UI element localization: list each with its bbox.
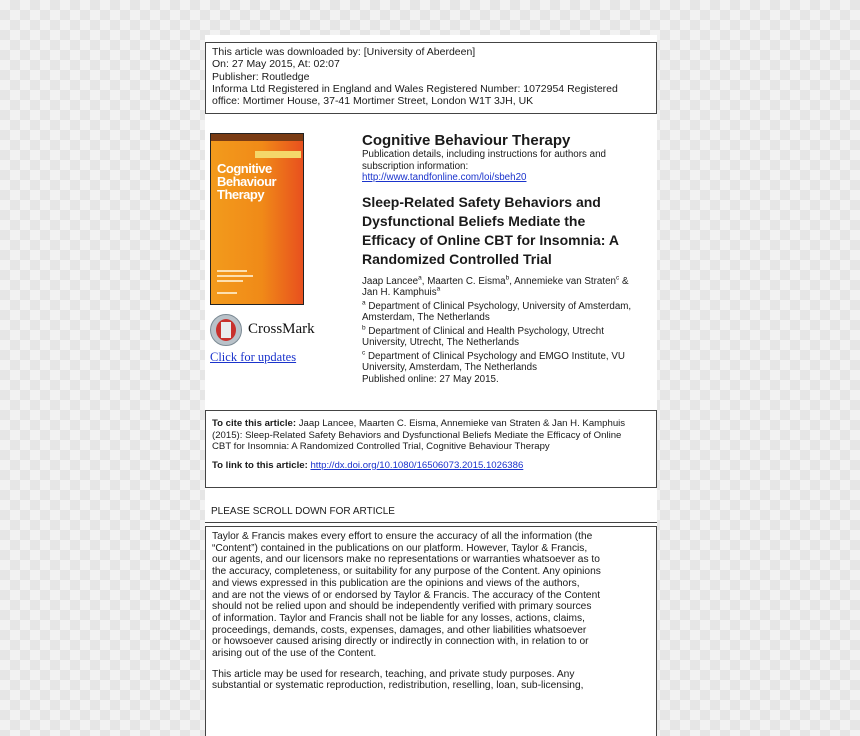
authors: Jaap Lancee$^a$, Maarten C. Eisma$^b$, Annemieke van Straten$^c$ & Jan H. Kamphuis$^a$ [362, 274, 629, 298]
click-for-updates-link[interactable]: Click for updates [210, 350, 297, 364]
crossmark-icon [210, 314, 242, 346]
journal-url-link[interactable]: http://www.tandfonline.com/loi/sbeh20 [362, 172, 527, 183]
published-date: Published online: 27 May 2015. [362, 373, 499, 385]
author-name: Annemieke van Straten [514, 275, 616, 287]
crossmark-logo[interactable] [210, 314, 320, 346]
cover-fine-print [217, 292, 237, 294]
publication-details: Publication details, including instructions for authors and subscription information: http://www.tandfonline.com/loi/sbeh20 [362, 149, 606, 183]
cite-label: To cite this article: [212, 418, 297, 429]
disclaimer-box [205, 526, 657, 736]
link-label: To link to this article: [212, 459, 308, 471]
doi-link[interactable]: http://dx.doi.org/10.1080/16506073.2015.1026386 [310, 459, 524, 471]
journal-name: Cognitive Behaviour Therapy [362, 132, 571, 149]
cover-top-strip [211, 134, 303, 141]
cover-title: Cognitive Behaviour Therapy [217, 161, 277, 202]
affiliation-b: $^b$ Department of Clinical and Health Psychology, Utrecht University, Utrecht, The Netherlands [362, 324, 604, 348]
cover-banner [255, 151, 301, 158]
affiliation-c: $^c$ Department of Clinical Psychology and EMGO Institute, VU University, Amsterdam, The Netherlands Published online: 27 May 2015. [362, 351, 654, 386]
citation-box: To cite this article: Jaap Lancee, Maarten C. Eisma, Annemieke van Straten & Jan H. Kamphuis (2015): Sleep-Related Safety Behaviors and Dysfunctional Beliefs Mediate the Efficacy of Online CBT for Insomnia: A Randomized Controlled Trial, Cognitive Behaviour Therapy To link to this article: http://dx.doi.org/10.1080/16506073.2015.1026386 [205, 410, 657, 488]
cover-fine-print [217, 280, 243, 282]
disclaimer-paragraph-1: Taylor & Francis makes every effort to ensure the accuracy of all the information (the “Content”) contained in the publications on our platform. However, Taylor & Francis, our agents, and our licensors make no representations or warranties whatsoever as to the accuracy, completeness, or suitability for any purpose of the Content. Any opinions and views expressed in this publication are the opinions and views of the authors, and are not the views of or endorsed by Taylor & Francis. The accuracy of the Content should not be relied upon and should be independently verified with primary sources of information. Taylor and Francis shall not be liable for any losses, actions, claims, proceedings, demands, costs, expenses, damages, and other liabilities whatsoever or howsoever caused arising directly or indirectly in connection with, in relation to or arising out of the use of the Content. [212, 531, 601, 660]
author-name: Jaap Lancee [362, 275, 419, 287]
disclaimer-paragraph-2: This article may be used for research, teaching, and private study purposes. Any substantial or systematic reproduction, redistribution, reselling, loan, sub-licensing, [212, 668, 584, 692]
crossmark-label: CrossMark [248, 321, 315, 337]
author-name: Maarten C. Eisma [427, 275, 506, 287]
journal-cover-image [210, 133, 304, 305]
document-page [205, 35, 657, 736]
article-metadata [362, 132, 654, 385]
cover-fine-print [217, 270, 247, 272]
citation-text: Jaap Lancee, Maarten C. Eisma, Annemieke van Straten & Jan H. Kamphuis [296, 418, 626, 429]
divider [205, 522, 657, 523]
download-line: This article was downloaded by: [University of Aberdeen] [212, 46, 476, 58]
article-title: Sleep-Related Safety Behaviors and Dysfunctional Beliefs Mediate the Efficacy of Online CBT for Insomnia: A Randomized Controlled Trial [362, 193, 619, 267]
cover-fine-print [217, 275, 253, 277]
registration: Informa Ltd Registered in England and Wales Registered Number: 1072954 Registered [212, 82, 618, 95]
download-date: On: 27 May 2015, At: 02:07 [212, 58, 340, 71]
author-name: Jan H. Kamphuis [362, 287, 437, 298]
affiliation-a: $^a$ Department of Clinical Psychology, University of Amsterdam, Amsterdam, The Netherlands [362, 299, 632, 323]
scroll-notice: PLEASE SCROLL DOWN FOR ARTICLE [211, 506, 395, 517]
download-info-box [205, 42, 657, 114]
office-address: office: Mortimer House, 37-41 Mortimer Street, London W1T 3JH, UK [212, 95, 534, 108]
publisher: Publisher: Routledge [212, 70, 310, 83]
